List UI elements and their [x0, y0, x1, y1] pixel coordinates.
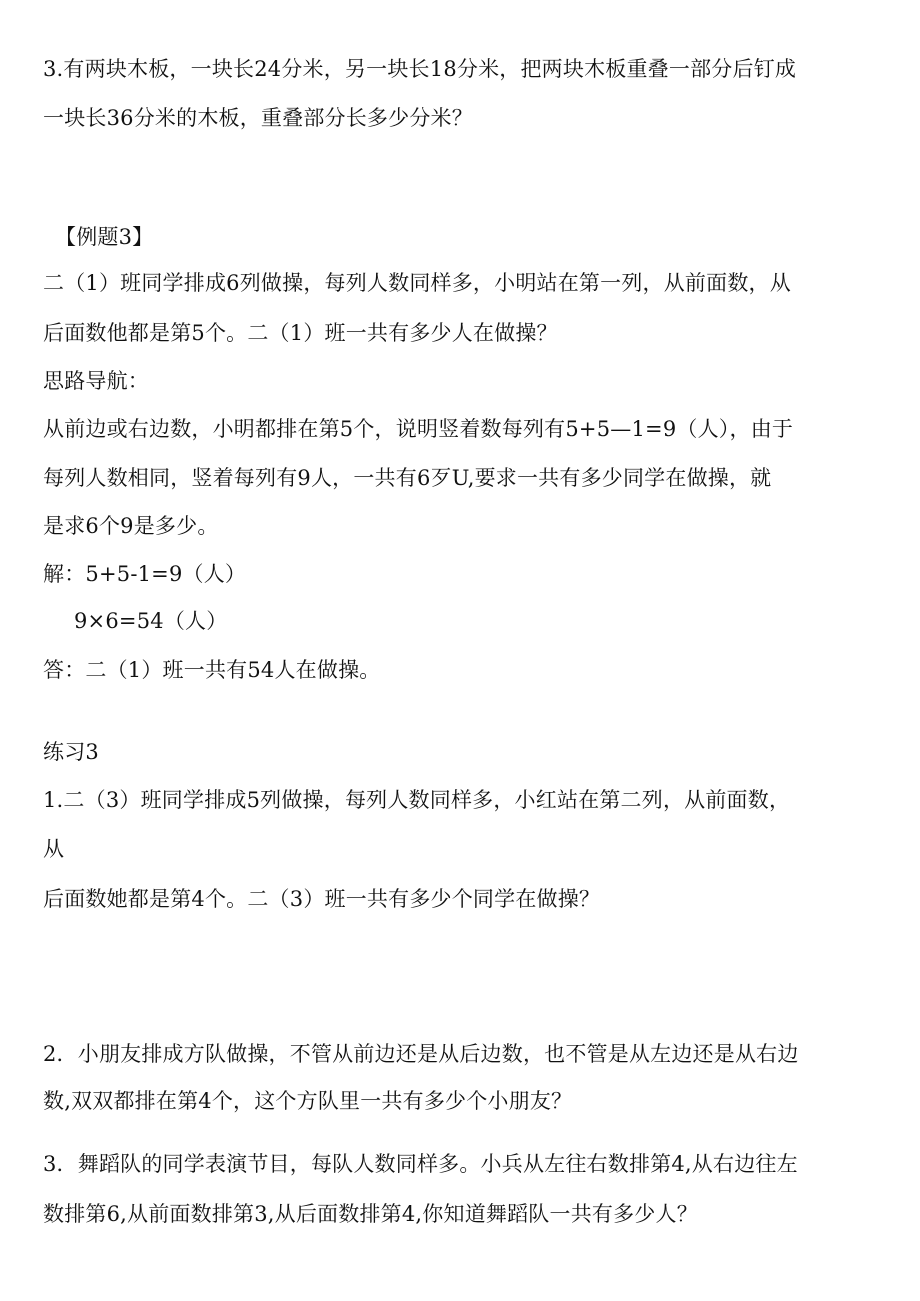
- practice3-q1-line3: 后面数她都是第4个。二（3）班一共有多少个同学在做操？: [43, 887, 601, 911]
- example3-solution-line1: 解：5+5-1=9（人）: [43, 562, 247, 586]
- practice3-q3-line1: 3．舞蹈队的同学表演节目，每队人数同样多。小兵从左往右数排第4,从右边往左: [43, 1152, 798, 1176]
- practice3-q2-line2: 数,双双都排在第4个，这个方队里一共有多少个小朋友？: [43, 1089, 573, 1113]
- practice3-q2-line1: 2．小朋友排成方队做操，不管从前边还是从后边数，也不管是从左边还是从右边: [43, 1042, 799, 1066]
- example3-hint-label: 思路导航：: [43, 369, 149, 393]
- problem3-line1: 3.有两块木板，一块长24分米，另一块长18分米，把两块木板重叠一部分后钉成: [43, 57, 797, 81]
- example3-hint-line2: 每列人数相同，竖着每列有9人，一共有6歹U,要求一共有多少同学在做操，就: [43, 466, 772, 490]
- problem3-line2: 一块长36分米的木板，重叠部分长多少分米？: [43, 106, 473, 130]
- practice3-q3-line2: 数排第6,从前面数排第3,从后面数排第4,你知道舞蹈队一共有多少人？: [43, 1202, 698, 1226]
- example3-answer: 答：二（1）班一共有54人在做操。: [43, 658, 381, 682]
- example3-question-line2: 后面数他都是第5个。二（1）班一共有多少人在做操？: [43, 321, 558, 345]
- example3-hint-line3: 是求6个9是多少。: [43, 514, 219, 538]
- example3-solution-line2: 9×6=54（人）: [74, 609, 228, 633]
- practice3-q1-line1: 1.二（3）班同学排成5列做操，每列人数同样多，小红站在第二列，从前面数，: [43, 788, 791, 812]
- practice3-heading: 练习3: [43, 740, 99, 764]
- example3-question-line1: 二（1）班同学排成6列做操，每列人数同样多，小明站在第一列，从前面数，从: [43, 271, 791, 295]
- example3-hint-line1: 从前边或右边数，小明都排在第5个，说明竖着数每列有5+5—1=9（人），由于: [43, 417, 794, 441]
- practice3-q1-line2: 从: [43, 837, 65, 861]
- example3-heading: 【例题3】: [55, 225, 154, 249]
